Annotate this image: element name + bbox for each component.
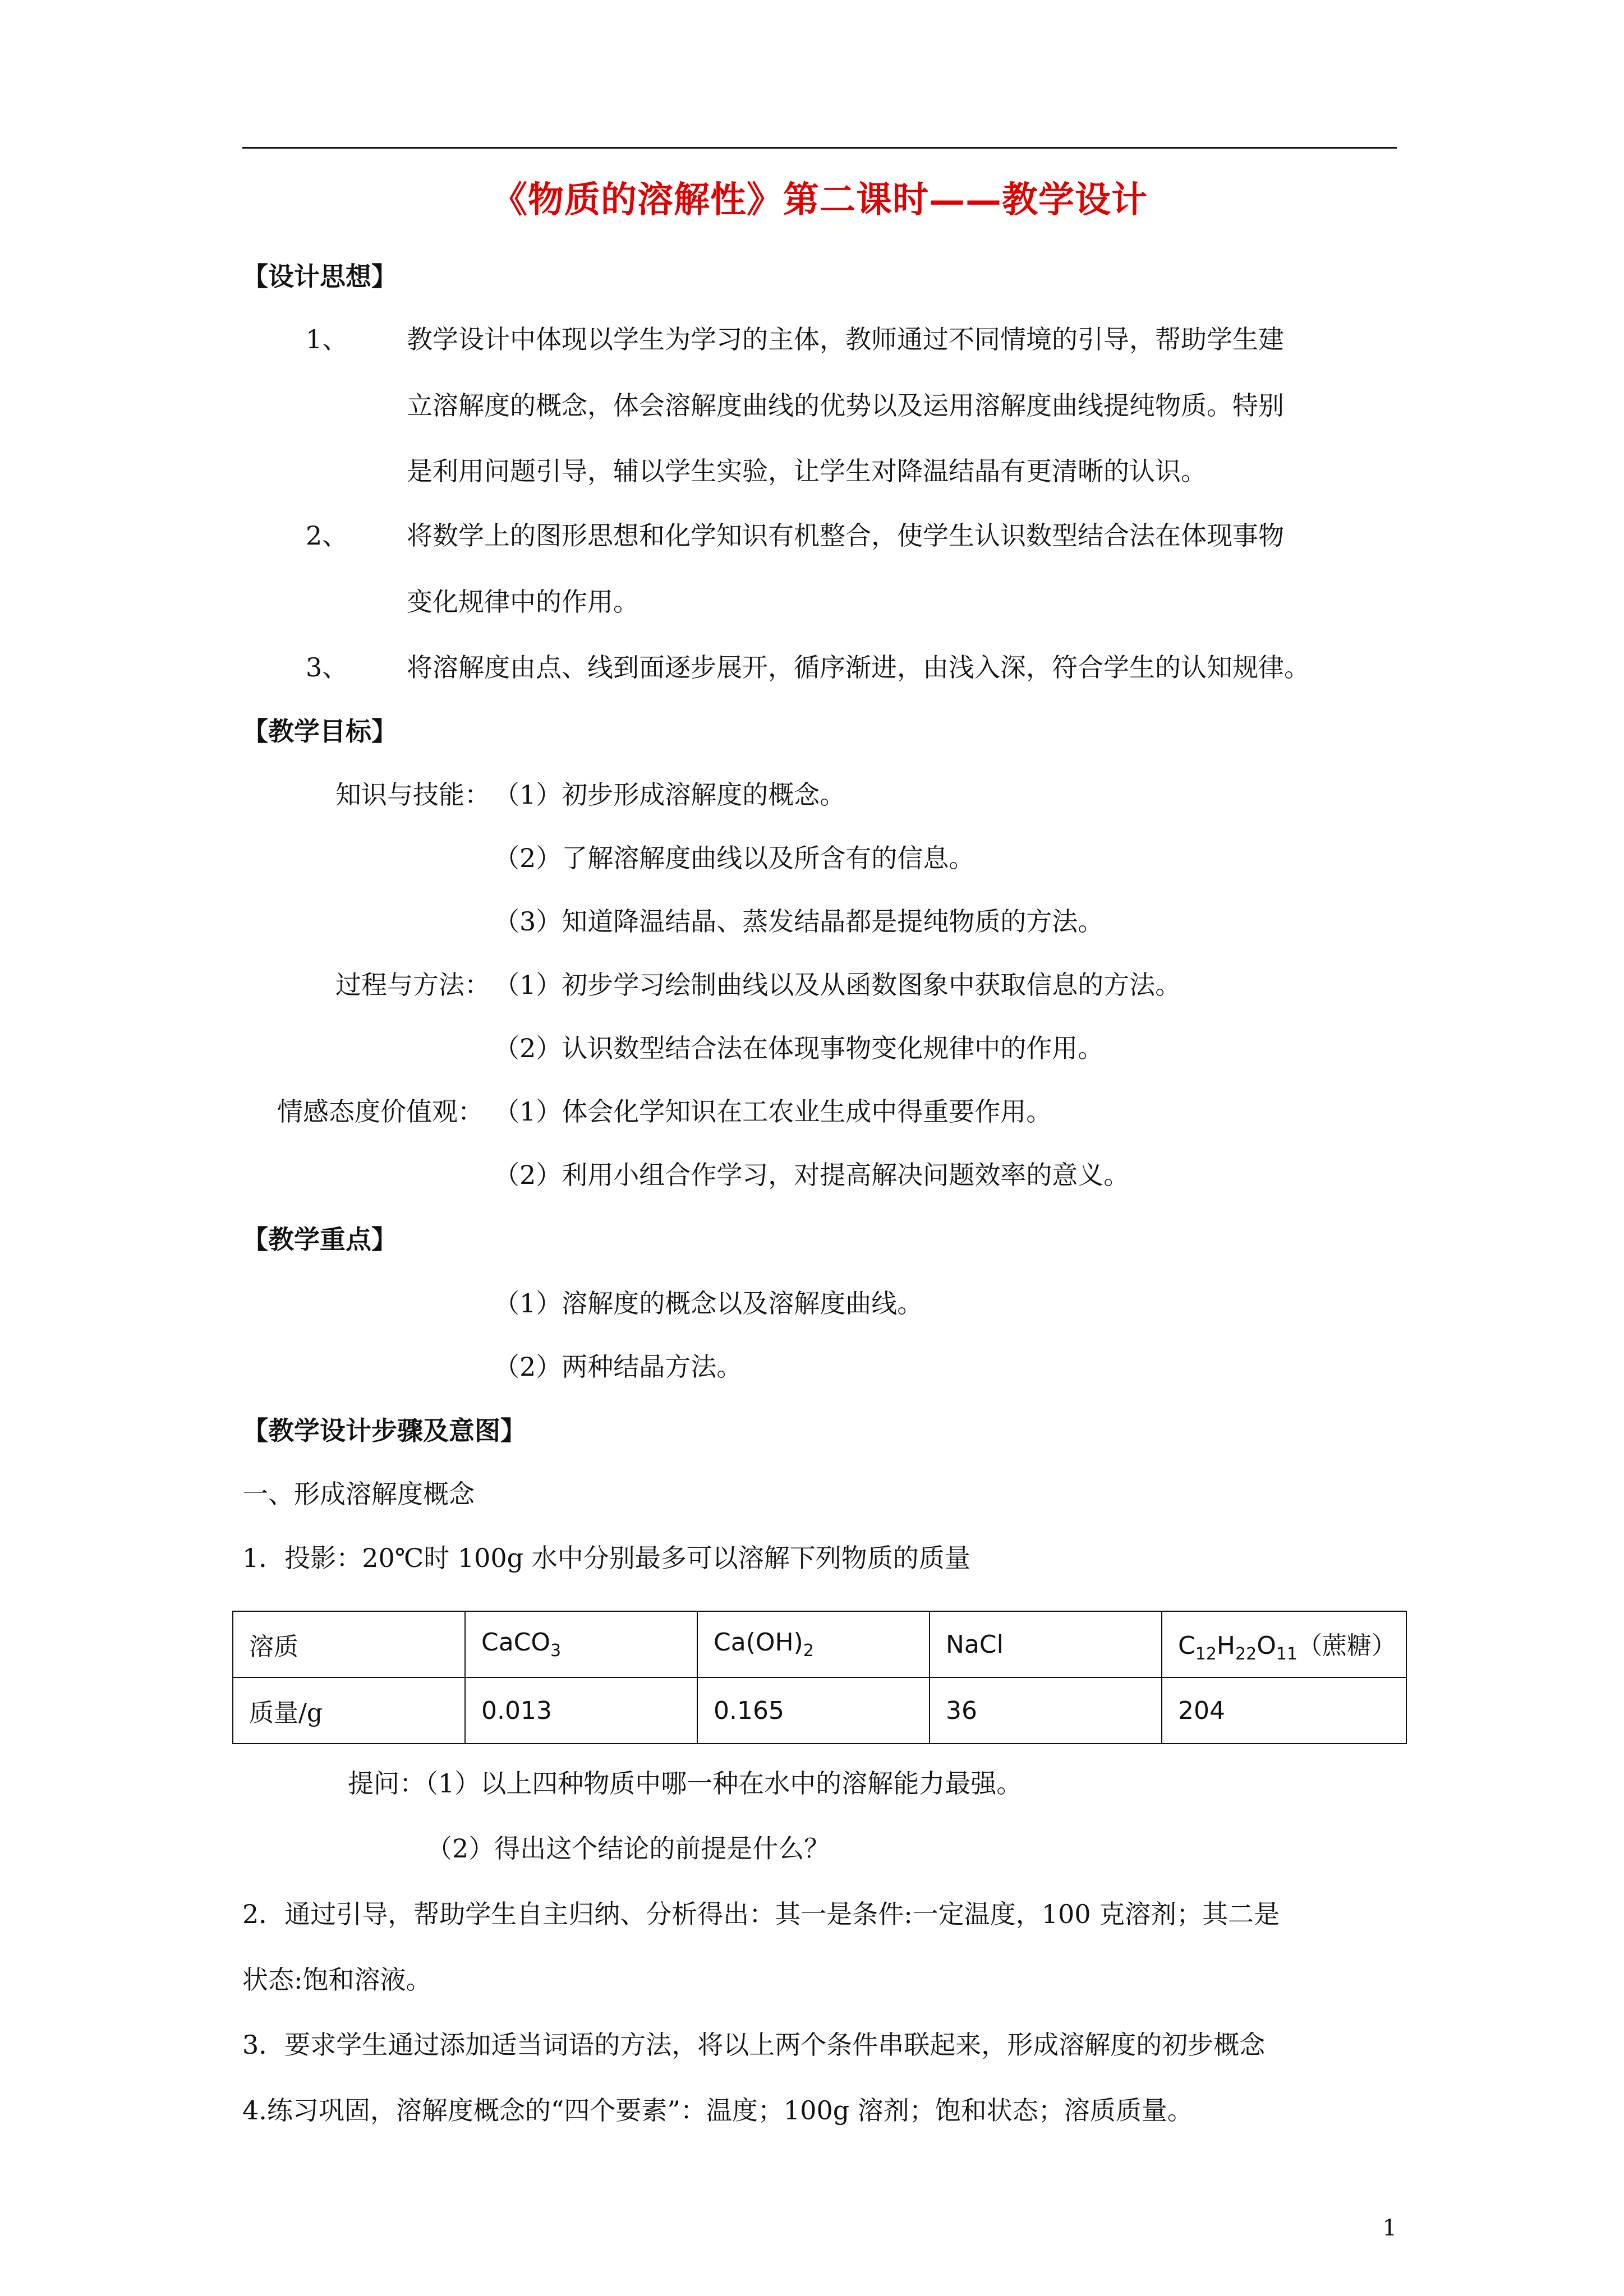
paragraph-line: 教学设计中体现以学生为学习的主体，教师通过不同情境的引导，帮助学生建 <box>407 324 1284 354</box>
goal-label-knowledge: 知识与技能： <box>335 780 490 810</box>
table-cell: 36 <box>930 1677 1162 1744</box>
goal-item: （2）认识数型结合法在体现事物变化规律中的作用。 <box>494 1033 1104 1063</box>
goal-label-emotion: 情感态度价值观： <box>277 1096 484 1127</box>
key-point-item: （2）两种结晶方法。 <box>494 1352 743 1382</box>
goal-item: （1）初步形成溶解度的概念。 <box>494 780 846 810</box>
goal-item: （2）了解溶解度曲线以及所含有的信息。 <box>494 843 975 873</box>
paragraph-line: 将数学上的图形思想和化学知识有机整合，使学生认识数型结合法在体现事物 <box>407 520 1284 551</box>
table-cell: 204 <box>1162 1677 1406 1744</box>
step-4: 4.练习巩固，溶解度概念的“四个要素”：温度；100g 溶剂；饱和状态；溶质质量。 <box>242 2095 1193 2126</box>
page-number: 1 <box>1382 2215 1397 2241</box>
table-cell: NaCl <box>930 1611 1162 1677</box>
step-2-cont: 状态:饱和溶液。 <box>242 1965 432 1995</box>
paragraph-line: 变化规律中的作用。 <box>407 587 639 617</box>
goal-item: （2）利用小组合作学习，对提高解决问题效率的意义。 <box>494 1160 1130 1190</box>
item-number: 1、 <box>306 324 348 354</box>
table-row <box>233 1677 1406 1744</box>
table-cell: 0.013 <box>465 1677 697 1744</box>
item-number: 2、 <box>306 520 348 551</box>
table-cell: $Ca(OH)_2$ <box>697 1611 930 1677</box>
solubility-table <box>232 1611 1407 1744</box>
paragraph-line: 立溶解度的概念，体会溶解度曲线的优势以及运用溶解度曲线提纯物质。特别 <box>407 390 1284 421</box>
heading-key-points: 【教学重点】 <box>242 1224 397 1255</box>
item-number: 3、 <box>306 652 348 683</box>
heading-steps: 【教学设计步骤及意图】 <box>242 1416 526 1446</box>
goal-label-process: 过程与方法： <box>335 970 490 1000</box>
table-cell: CaCO$_3$ <box>465 1611 697 1677</box>
table-cell: $C_{12}H_{22}O_{11}$（蔗糖） <box>1162 1611 1406 1677</box>
question-1: 提问：（1）以上四种物质中哪一种在水中的溶解能力最强。 <box>348 1768 1023 1799</box>
table-cell: 溶质 <box>233 1611 465 1677</box>
paragraph-line: 是利用问题引导，辅以学生实验，让学生对降温结晶有更清晰的认识。 <box>407 456 1207 486</box>
step-1: 1．投影：20℃时 100g 水中分别最多可以溶解下列物质的质量 <box>242 1543 970 1573</box>
goal-item: （3）知道降温结晶、蒸发结晶都是提纯物质的方法。 <box>494 906 1104 937</box>
goal-item: （1）体会化学知识在工农业生成中得重要作用。 <box>494 1096 1052 1127</box>
heading-teaching-goals: 【教学目标】 <box>242 716 397 746</box>
page-title: 《物质的溶解性》第二课时——教学设计 <box>491 179 1148 221</box>
question-2: （2）得出这个结论的前提是什么？ <box>426 1833 830 1864</box>
step-3: 3．要求学生通过添加适当词语的方法，将以上两个条件串联起来，形成溶解度的初步概念 <box>242 2030 1266 2060</box>
step-2: 2．通过引导，帮助学生自主归纳、分析得出：其一是条件:一定温度，100 克溶剂；其二是 <box>242 1899 1280 1929</box>
paragraph-line: 将溶解度由点、线到面逐步展开，循序渐进，由浅入深，符合学生的认知规律。 <box>407 652 1310 683</box>
part-heading: 一、形成溶解度概念 <box>242 1479 475 1509</box>
goal-item: （1）初步学习绘制曲线以及从函数图象中获取信息的方法。 <box>494 970 1181 1000</box>
table-row <box>233 1611 1406 1677</box>
heading-design-idea: 【设计思想】 <box>242 261 397 292</box>
key-point-item: （1）溶解度的概念以及溶解度曲线。 <box>494 1288 923 1318</box>
header-rule <box>242 147 1397 149</box>
table-cell: 0.165 <box>697 1677 930 1744</box>
table-cell: 质量/g <box>233 1677 465 1744</box>
